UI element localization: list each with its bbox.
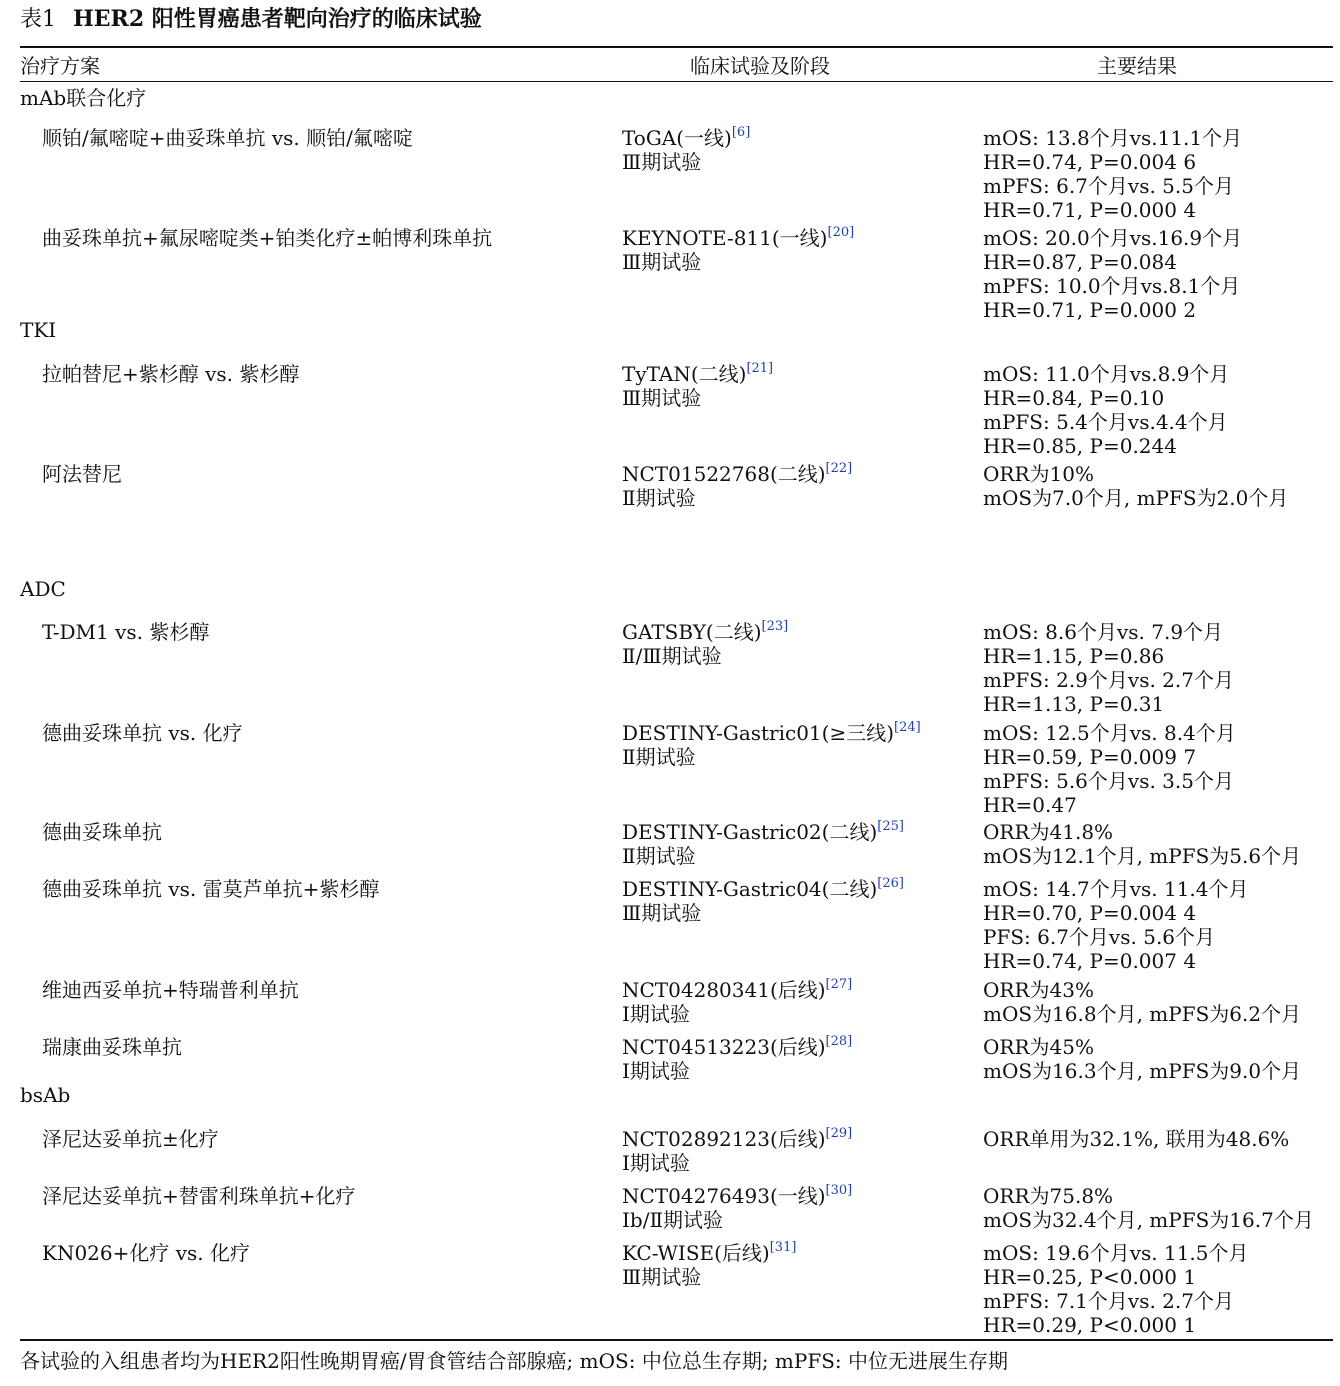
reference-link[interactable]: [26]: [877, 876, 904, 891]
trial-name-line: [622, 820, 904, 844]
result-line: HR=0.84, P=0.10: [983, 386, 1165, 410]
trial-name-line: [622, 1127, 852, 1151]
trial-name-line: [622, 462, 852, 486]
trial-name: TyTAN(二线): [622, 362, 747, 386]
reference-link[interactable]: [22]: [825, 461, 853, 476]
result-line: HR=0.87, P=0.084: [983, 250, 1177, 274]
results-cell: [983, 1127, 1289, 1151]
result-line: mPFS: 2.9个月vs. 2.7个月: [983, 668, 1234, 692]
reference-link[interactable]: [29]: [825, 1126, 853, 1141]
result-line: ORR为41.8%: [983, 820, 1114, 844]
result-line: mOS: 20.0个月vs.16.9个月: [983, 226, 1243, 250]
results-cell: [983, 620, 1234, 716]
table-footnote: 各试验的入组患者均为HER2阳性晚期胃癌/胃食管结合部腺癌; mOS: 中位总生存期; mPFS: 中位无进展生存期: [20, 1349, 1009, 1373]
regimen-cell: 阿法替尼: [42, 462, 122, 486]
regimen-cell: 瑞康曲妥珠单抗: [42, 1035, 182, 1059]
group-label: bsAb: [20, 1083, 71, 1107]
trial-phase: Ⅱ期试验: [622, 486, 696, 510]
result-line: mOS: 13.8个月vs.11.1个月: [983, 126, 1243, 150]
reference-link[interactable]: [24]: [894, 720, 921, 735]
reference-link[interactable]: [28]: [825, 1034, 853, 1049]
trial-name-line: [622, 1184, 852, 1208]
trial-cell: [622, 1127, 852, 1175]
result-line: mOS为32.4个月, mPFS为16.7个月: [983, 1208, 1314, 1232]
trial-cell: [622, 362, 773, 410]
trial-name: DESTINY-Gastric04(二线): [622, 877, 878, 901]
results-cell: [983, 820, 1301, 868]
reference-link[interactable]: [31]: [769, 1240, 797, 1255]
result-line: HR=0.29, P<0.000 1: [983, 1313, 1197, 1337]
trial-name-line: [622, 226, 854, 250]
trial-phase: Ⅲ期试验: [622, 1265, 702, 1289]
result-line: HR=0.71, P=0.000 2: [983, 298, 1197, 322]
result-line: ORR为43%: [983, 978, 1094, 1002]
trial-name-line: [622, 877, 904, 901]
trial-name-line: [622, 1241, 796, 1265]
result-line: mPFS: 10.0个月vs.8.1个月: [983, 274, 1241, 298]
results-cell: [983, 978, 1301, 1026]
result-line: HR=0.25, P<0.000 1: [983, 1265, 1197, 1289]
trial-phase: Ⅰb/Ⅱ期试验: [622, 1208, 724, 1232]
result-line: mOS为7.0个月, mPFS为2.0个月: [983, 486, 1289, 510]
results-cell: [983, 462, 1288, 510]
trial-name: NCT04280341(后线): [622, 978, 826, 1002]
result-line: HR=0.74, P=0.004 6: [983, 150, 1197, 174]
results-cell: [983, 1184, 1314, 1232]
results-cell: [983, 362, 1229, 458]
result-line: ORR为75.8%: [983, 1184, 1114, 1208]
result-line: mOS: 8.6个月vs. 7.9个月: [983, 620, 1224, 644]
result-line: HR=0.59, P=0.009 7: [983, 745, 1197, 769]
result-line: HR=0.85, P=0.244: [983, 434, 1177, 458]
header-results: 主要结果: [1097, 54, 1177, 78]
trial-cell: [622, 1184, 852, 1232]
result-line: mOS: 19.6个月vs. 11.5个月: [983, 1241, 1249, 1265]
result-line: ORR为10%: [983, 462, 1094, 486]
trial-name-line: [622, 721, 921, 745]
result-line: ORR为45%: [983, 1035, 1094, 1059]
result-line: HR=0.74, P=0.007 4: [983, 949, 1197, 973]
trial-cell: [622, 820, 904, 868]
result-line: HR=1.15, P=0.86: [983, 644, 1165, 668]
result-line: HR=0.70, P=0.004 4: [983, 901, 1197, 925]
result-line: mOS为16.8个月, mPFS为6.2个月: [983, 1002, 1302, 1026]
trial-cell: [622, 721, 921, 769]
trial-name-line: [622, 978, 852, 1002]
trial-cell: [622, 978, 852, 1026]
reference-link[interactable]: [20]: [827, 225, 855, 240]
regimen-cell: 德曲妥珠单抗 vs. 化疗: [42, 721, 243, 745]
regimen-cell: 泽尼达妥单抗±化疗: [42, 1127, 219, 1151]
trial-name-line: [622, 362, 773, 386]
result-line: mPFS: 5.6个月vs. 3.5个月: [983, 769, 1234, 793]
reference-link[interactable]: [21]: [746, 361, 774, 376]
result-line: PFS: 6.7个月vs. 5.6个月: [983, 925, 1216, 949]
header-rule: [20, 81, 1333, 82]
trial-cell: [622, 620, 788, 668]
results-cell: [983, 126, 1242, 222]
results-cell: [983, 877, 1249, 973]
trial-phase: Ⅰ期试验: [622, 1059, 690, 1083]
result-line: mOS为16.3个月, mPFS为9.0个月: [983, 1059, 1302, 1083]
trial-name: NCT04513223(后线): [622, 1035, 826, 1059]
regimen-cell: 拉帕替尼+紫杉醇 vs. 紫杉醇: [42, 362, 300, 386]
trial-name-line: [622, 1035, 852, 1059]
trial-name: ToGA(一线): [622, 126, 732, 150]
results-cell: [983, 721, 1236, 817]
regimen-cell: 维迪西妥单抗+特瑞普利单抗: [42, 978, 299, 1002]
table-title: HER2 阳性胃癌患者靶向治疗的临床试验: [73, 6, 482, 32]
trial-phase: Ⅰ期试验: [622, 1151, 690, 1175]
results-cell: [983, 1035, 1301, 1083]
results-cell: [983, 226, 1242, 322]
trial-name: KEYNOTE-811(一线): [622, 226, 828, 250]
regimen-cell: 泽尼达妥单抗+替雷利珠单抗+化疗: [42, 1184, 356, 1208]
top-rule: [20, 46, 1333, 48]
trial-phase: Ⅲ期试验: [622, 250, 702, 274]
trial-phase: Ⅰ期试验: [622, 1002, 690, 1026]
trial-phase: Ⅲ期试验: [622, 386, 702, 410]
regimen-cell: KN026+化疗 vs. 化疗: [42, 1241, 251, 1265]
reference-link[interactable]: [25]: [877, 819, 904, 834]
group-label: ADC: [20, 577, 66, 601]
trial-phase: Ⅱ/Ⅲ期试验: [622, 644, 722, 668]
trial-cell: [622, 877, 904, 925]
trial-phase: Ⅲ期试验: [622, 150, 702, 174]
result-line: mOS: 14.7个月vs. 11.4个月: [983, 877, 1249, 901]
result-line: mPFS: 7.1个月vs. 2.7个月: [983, 1289, 1234, 1313]
result-line: HR=0.71, P=0.000 4: [983, 198, 1197, 222]
trial-cell: [622, 462, 852, 510]
regimen-cell: T-DM1 vs. 紫杉醇: [42, 620, 210, 644]
trial-phase: Ⅱ期试验: [622, 844, 696, 868]
results-cell: [983, 1241, 1249, 1337]
trial-phase: Ⅱ期试验: [622, 745, 696, 769]
regimen-cell: 曲妥珠单抗+氟尿嘧啶类+铂类化疗±帕博利珠单抗: [42, 226, 493, 250]
reference-link[interactable]: [27]: [825, 977, 853, 992]
trial-name: NCT02892123(后线): [622, 1127, 826, 1151]
trial-cell: [622, 126, 750, 174]
group-label: TKI: [20, 318, 57, 342]
trial-name: DESTINY-Gastric01(≥三线): [622, 721, 895, 745]
result-line: HR=0.47: [983, 793, 1077, 817]
trial-cell: [622, 226, 854, 274]
reference-link[interactable]: [30]: [825, 1183, 853, 1198]
reference-link[interactable]: [6]: [731, 125, 751, 140]
trial-cell: [622, 1241, 796, 1289]
trial-name: NCT04276493(一线): [622, 1184, 826, 1208]
bottom-rule: [20, 1339, 1333, 1341]
header-regimen: 治疗方案: [20, 54, 100, 78]
trial-name-line: [622, 126, 750, 150]
regimen-cell: 顺铂/氟嘧啶+曲妥珠单抗 vs. 顺铂/氟嘧啶: [42, 126, 413, 150]
reference-link[interactable]: [23]: [761, 619, 789, 634]
result-line: mOS: 11.0个月vs.8.9个月: [983, 362, 1230, 386]
result-line: mPFS: 5.4个月vs.4.4个月: [983, 410, 1228, 434]
table-number: 表1: [20, 7, 56, 32]
result-line: ORR单用为32.1%, 联用为48.6%: [983, 1127, 1290, 1151]
result-line: mOS: 12.5个月vs. 8.4个月: [983, 721, 1236, 745]
trial-name: NCT01522768(二线): [622, 462, 826, 486]
trial-name: KC-WISE(后线): [622, 1241, 770, 1265]
result-line: mPFS: 6.7个月vs. 5.5个月: [983, 174, 1234, 198]
result-line: HR=1.13, P=0.31: [983, 692, 1165, 716]
header-trial: 临床试验及阶段: [690, 54, 830, 78]
trial-phase: Ⅲ期试验: [622, 901, 702, 925]
trial-cell: [622, 1035, 852, 1083]
table-caption: [20, 4, 482, 35]
trial-name: GATSBY(二线): [622, 620, 762, 644]
group-label: mAb联合化疗: [20, 86, 147, 110]
trial-name-line: [622, 620, 788, 644]
regimen-cell: 德曲妥珠单抗 vs. 雷莫芦单抗+紫杉醇: [42, 877, 380, 901]
result-line: mOS为12.1个月, mPFS为5.6个月: [983, 844, 1302, 868]
regimen-cell: 德曲妥珠单抗: [42, 820, 162, 844]
trial-name: DESTINY-Gastric02(二线): [622, 820, 878, 844]
